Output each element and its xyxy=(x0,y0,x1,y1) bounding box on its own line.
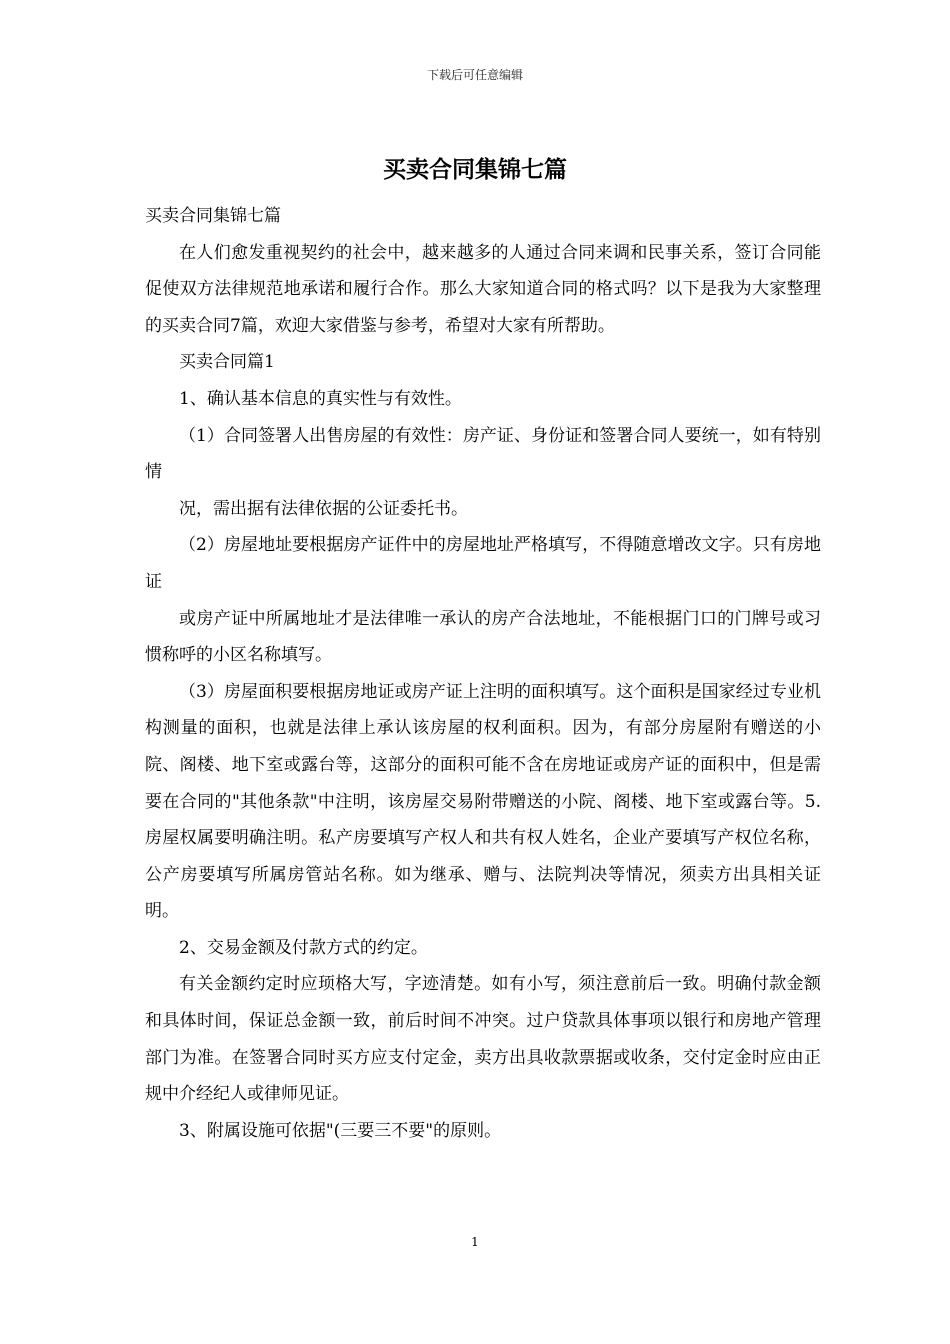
paragraph: （1）合同签署人出售房屋的有效性：房产证、身份证和签署合同人要统一，如有特别情 xyxy=(145,425,821,483)
section-heading: 买卖合同篇1 xyxy=(179,352,275,373)
paragraph: 或房产证中所属地址才是法律唯一承认的房产合法地址，不能根据门口的门牌号或习惯称呼的小区名称填写。 xyxy=(145,608,821,666)
paragraph: （3）房屋面积要根据房地证或房产证上注明的面积填写。这个面积是国家经过专业机构测量的面积，也就是法律上承认该房屋的权利面积。因为，有部分房屋附有赠送的小院、阁楼、地下室或露台等，这部分的面积可能不含在房地证或房产证的面积中，但是需要在合同的"其他条款"中注明，该房屋交易附带赠送的小院、阁楼、地下室或露台等。5.房屋权属要明确注明。私产房要填写产权人和共有权人姓名，企业产要填写产权位名称，公产房要填写所属房管站名称。如为继承、赠与、法院判决等情况，须卖方出具相关证明。 xyxy=(145,681,821,922)
paragraph: 在人们愈发重视契约的社会中，越来越多的人通过合同来调和民事关系，签订合同能促使双方法律规范地承诺和履行合作。那么大家知道合同的格式吗？以下是我为大家整理的买卖合同7篇，欢迎大家借鉴与参考，希望对大家有所帮助。 xyxy=(145,242,821,336)
paragraph: 买卖合同集锦七篇 xyxy=(145,206,281,226)
page-number: 1 xyxy=(471,1235,479,1249)
header-note: 下载后可任意编辑 xyxy=(426,68,523,82)
paragraph: 3、附属设施可依据"(三要三不要"的原则。 xyxy=(179,1120,502,1141)
paragraph: 有关金额约定时应顼格大写，字迹清楚。如有小写，须注意前后一致。明确付款金额和具体时间，保证总金额一致，前后时间不冲突。过户贷款具体事项以银行和房地产管理部门为准。在签署合同时买方应支付定金，卖方出具收款票据或收条，交付定金时应由正规中介经纪人或律师见证。 xyxy=(145,974,821,1105)
paragraph: 况，需出据有法律依据的公证委托书。 xyxy=(179,498,468,519)
paragraph: 1、确认基本信息的真实性与有效性。 xyxy=(179,388,462,409)
paragraph: （2）房屋地址要根据房产证件中的房屋地址严格填写，不得随意增改文字。只有房地证 xyxy=(145,535,821,592)
document-title: 买卖合同集锦七篇 xyxy=(383,156,567,183)
paragraph: 2、交易金额及付款方式的约定。 xyxy=(179,937,428,958)
document-body xyxy=(145,198,821,1149)
